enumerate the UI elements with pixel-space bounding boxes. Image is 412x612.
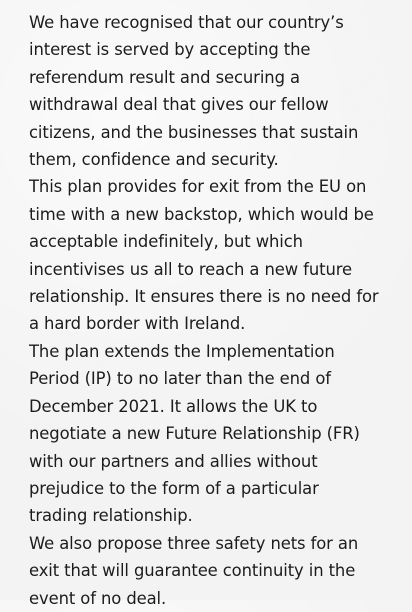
text-line: We have recognised that our country’s: [29, 13, 344, 32]
paragraph-implementation-period: [29, 338, 400, 530]
text-line: them, confidence and security.: [29, 150, 279, 170]
text-line: exit that will guarantee continuity in the: [29, 561, 356, 581]
text-line: citizens, and the businesses that sustain: [29, 122, 359, 142]
text-line: We also propose three safety nets for an: [29, 533, 359, 553]
text-line: trading relationship.: [29, 506, 193, 526]
text-line: December 2021. It allows the UK to: [29, 396, 318, 416]
text-line: referendum result and securing a: [29, 67, 300, 87]
text-line: This plan provides for exit from the EU on: [29, 177, 367, 197]
text-line: Period (IP) to no later than the end of: [29, 369, 331, 389]
text-line: time with a new backstop, which would be: [29, 204, 374, 224]
paragraph-exit-plan: [29, 173, 400, 337]
text-line: interest is served by accepting the: [29, 40, 311, 60]
text-line: incentivises us all to reach a new future: [29, 259, 352, 279]
text-line: with our partners and allies without: [29, 451, 318, 471]
text-line: withdrawal deal that gives our fellow: [29, 95, 329, 115]
text-line: The plan extends the Implementation: [29, 341, 335, 361]
paragraph-recognised: [29, 9, 400, 173]
text-line: a hard border with Ireland.: [29, 314, 246, 334]
text-line: prejudice to the form of a particular: [29, 478, 319, 498]
text-line: negotiate a new Future Relationship (FR): [29, 424, 360, 444]
text-line: event of no deal.: [29, 588, 167, 608]
text-line: relationship. It ensures there is no need for: [29, 287, 379, 307]
text-line: acceptable indefinitely, but which: [29, 232, 303, 252]
